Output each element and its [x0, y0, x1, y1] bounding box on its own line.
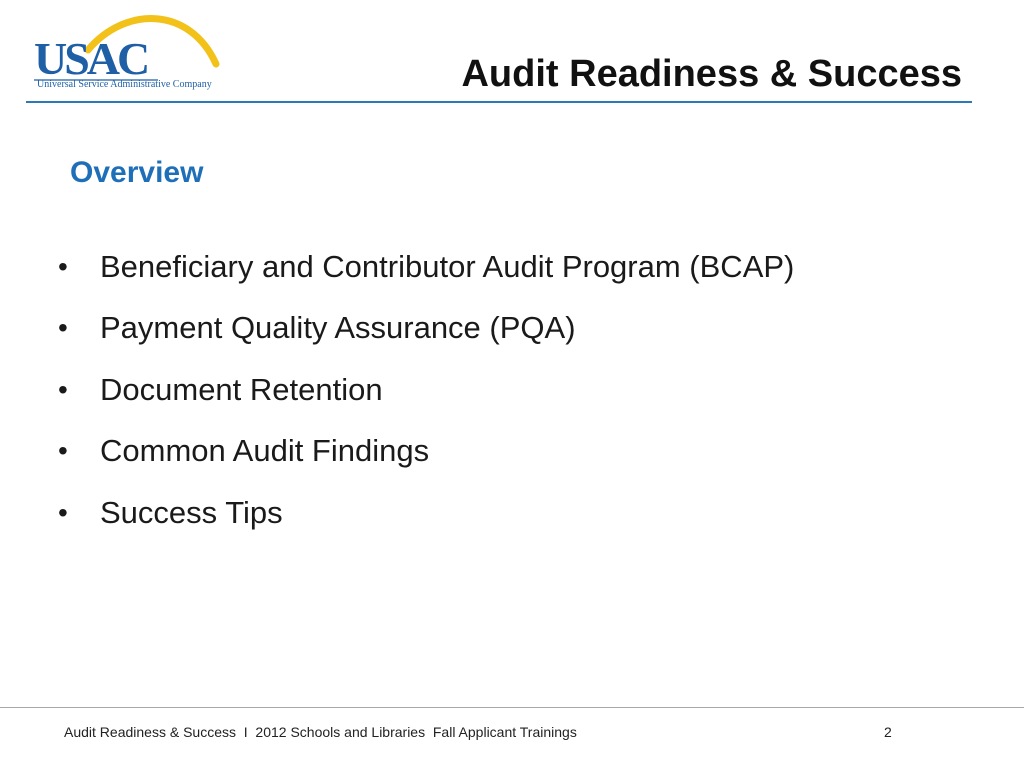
bullet-text: Document Retention [100, 371, 383, 407]
bullet-dot-icon: • [58, 250, 68, 282]
logo-subtitle: Universal Service Administrative Company [37, 79, 212, 90]
bullet-dot-icon: • [58, 312, 68, 344]
page-number: 2 [884, 724, 892, 740]
slide-title: Audit Readiness & Success [461, 53, 962, 95]
header-divider [26, 101, 972, 103]
bullet-text: Success Tips [100, 494, 283, 530]
usac-logo [30, 12, 230, 94]
bullet-item-document-retention [58, 359, 794, 421]
bullet-text: Payment Quality Assurance (PQA) [100, 310, 576, 346]
bullet-item-pqa [58, 298, 794, 360]
bullet-text: Beneficiary and Contributor Audit Program (BCAP) [100, 248, 795, 284]
bullet-text: Common Audit Findings [100, 433, 430, 469]
footer-text: Audit Readiness & Success I 2012 Schools and Libraries Fall Applicant Trainings [64, 724, 577, 740]
bullet-list [58, 236, 794, 544]
bullet-item-success-tips [58, 482, 794, 544]
footer-divider [0, 707, 1024, 708]
bullet-dot-icon: • [58, 435, 68, 467]
bullet-item-bcap [58, 236, 794, 298]
logo-wordmark: USAC [34, 33, 148, 84]
section-heading: Overview [70, 156, 204, 189]
bullet-item-common-findings [58, 421, 794, 483]
bullet-dot-icon: • [58, 373, 68, 405]
bullet-dot-icon: • [58, 496, 68, 528]
